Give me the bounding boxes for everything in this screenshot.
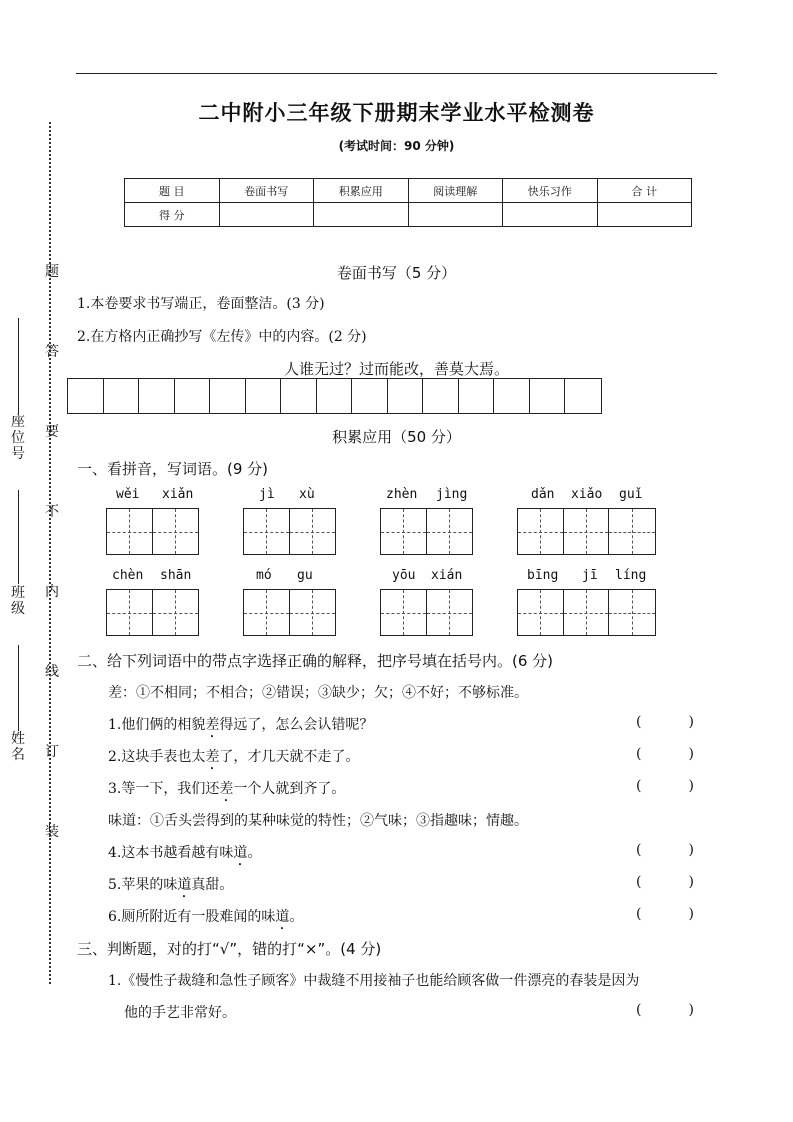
score-cell[interactable] <box>597 203 692 227</box>
judgement-item-1-line-2: 他的手艺非常好。 <box>124 1005 236 1021</box>
copy-sentence: 人谁无过？过而能改，善莫大焉。 <box>283 360 509 378</box>
exam-duration: (考试时间：90 分钟) <box>338 139 455 153</box>
question-3-heading: 三、判断题，对的打“√”，错的打“×”。(4 分) <box>77 940 382 958</box>
score-cell[interactable] <box>408 203 503 227</box>
judgement-item-1-line-1: 1.《慢性子裁缝和急性子顾客》中裁缝不用接袖子也能给顾客做一件漂亮的春装是因为 <box>108 973 640 989</box>
writing-cell[interactable] <box>518 509 564 554</box>
pinyin-syllable: yōu <box>392 568 416 583</box>
writing-grid[interactable] <box>106 508 199 555</box>
copy-cell[interactable] <box>352 379 388 413</box>
score-table <box>124 178 692 227</box>
pinyin-syllable: zhèn <box>386 487 418 502</box>
class-line[interactable] <box>18 490 19 584</box>
name-label: 姓名 <box>11 731 25 763</box>
score-header-cell: 快乐习作 <box>503 179 598 203</box>
writing-cell[interactable] <box>381 509 427 554</box>
writing-cell[interactable] <box>381 590 427 635</box>
copy-cell[interactable] <box>139 379 175 413</box>
dotted-char: 道 <box>233 845 248 861</box>
question-item: 6.厕所附近有一股难闻的味道。 <box>108 909 304 925</box>
writing-cell[interactable] <box>244 509 290 554</box>
dotted-char: 差 <box>205 749 220 765</box>
answer-parentheses[interactable]: ( ) <box>636 714 694 730</box>
cha-definition: 差：①不相同；不相合；②错误；③缺少；欠；④不好；不够标准。 <box>108 685 528 701</box>
writing-grid[interactable] <box>517 589 656 636</box>
question-item: 5.苹果的味道真甜。 <box>108 877 234 893</box>
writing-cell[interactable] <box>427 590 473 635</box>
writing-cell[interactable] <box>609 509 655 554</box>
pinyin-syllable: chèn <box>112 568 144 583</box>
score-header-cell: 阅读理解 <box>408 179 503 203</box>
score-header-cell: 题 目 <box>125 179 220 203</box>
writing-grid[interactable] <box>243 508 336 555</box>
copy-cell[interactable] <box>423 379 459 413</box>
pinyin-syllable: shān <box>160 568 192 583</box>
score-table-header-row <box>125 179 692 203</box>
writing-cell[interactable] <box>290 509 336 554</box>
copy-cell[interactable] <box>530 379 566 413</box>
pinyin-syllable: mó <box>256 568 272 583</box>
score-header-cell: 积累应用 <box>314 179 409 203</box>
handwriting-item-1: 1.本卷要求书写端正，卷面整洁。(3 分) <box>77 296 325 312</box>
score-row-label: 得 分 <box>125 203 220 227</box>
writing-cell[interactable] <box>107 590 153 635</box>
score-table-score-row <box>125 203 692 227</box>
copy-cell[interactable] <box>104 379 140 413</box>
writing-cell[interactable] <box>153 590 199 635</box>
copy-cell[interactable] <box>388 379 424 413</box>
writing-cell[interactable] <box>107 509 153 554</box>
writing-cell[interactable] <box>564 590 610 635</box>
seal-char: 线 <box>45 664 59 680</box>
answer-parentheses[interactable]: ( ) <box>636 746 694 762</box>
score-cell[interactable] <box>219 203 314 227</box>
score-cell[interactable] <box>503 203 598 227</box>
copy-cell[interactable] <box>317 379 353 413</box>
question-2-heading: 二、给下列词语中的带点字选择正确的解释，把序号填在括号内。(6 分) <box>77 652 554 670</box>
writing-cell[interactable] <box>518 590 564 635</box>
pinyin-syllable: jì <box>259 487 275 502</box>
writing-cell[interactable] <box>427 509 473 554</box>
copy-cell[interactable] <box>565 379 601 413</box>
seat-number-label: 座位号 <box>11 414 25 462</box>
answer-parentheses[interactable]: ( ) <box>636 874 694 890</box>
question-item: 2.这块手表也太差了，才几天就不走了。 <box>108 749 360 765</box>
seal-char: 内 <box>45 584 59 600</box>
pinyin-syllable: jìng <box>436 487 468 502</box>
copy-grid[interactable] <box>67 378 602 414</box>
pinyin-syllable: líng <box>615 568 647 583</box>
writing-grid[interactable] <box>380 589 473 636</box>
dotted-char: 道 <box>177 877 192 893</box>
pinyin-syllable: gu <box>297 568 313 583</box>
score-header-cell: 卷面书写 <box>219 179 314 203</box>
question-1-heading: 一、看拼音，写词语。(9 分) <box>77 460 269 478</box>
seal-char: 要 <box>45 424 59 440</box>
score-cell[interactable] <box>314 203 409 227</box>
writing-cell[interactable] <box>564 509 610 554</box>
exam-title: 二中附小三年级下册期末学业水平检测卷 <box>198 100 595 125</box>
name-line[interactable] <box>18 645 19 731</box>
dotted-char: 差 <box>205 717 220 733</box>
copy-cell[interactable] <box>246 379 282 413</box>
seal-char: 装 <box>45 824 59 840</box>
seal-char: 不 <box>45 504 59 520</box>
writing-grid[interactable] <box>380 508 473 555</box>
answer-parentheses[interactable]: ( ) <box>636 842 694 858</box>
dotted-char: 道 <box>275 909 290 925</box>
pinyin-syllable: jī <box>582 568 598 583</box>
dotted-char: 差 <box>219 781 234 797</box>
question-item: 1.他们俩的相貌差得远了，怎么会认错呢？ <box>108 717 374 733</box>
pinyin-syllable: guǐ <box>619 487 643 502</box>
pinyin-syllable: bīng <box>527 568 559 583</box>
writing-cell[interactable] <box>244 590 290 635</box>
handwriting-item-2: 2.在方格内正确抄写《左传》中的内容。(2 分) <box>77 329 367 345</box>
section-title-accumulation: 积累应用（50 分） <box>332 428 461 446</box>
pinyin-syllable: xián <box>431 568 463 583</box>
copy-cell[interactable] <box>459 379 495 413</box>
copy-cell[interactable] <box>210 379 246 413</box>
seal-char: 订 <box>45 744 59 760</box>
question-item: 3.等一下，我们还差一个人就到齐了。 <box>108 781 346 797</box>
pinyin-syllable: xiǎn <box>162 487 194 502</box>
class-label: 班级 <box>11 585 25 617</box>
answer-parentheses[interactable]: ( ) <box>636 778 694 794</box>
score-header-cell: 合 计 <box>597 179 692 203</box>
pinyin-syllable: xiǎo <box>571 487 603 502</box>
copy-cell[interactable] <box>175 379 211 413</box>
pinyin-syllable: xù <box>299 487 315 502</box>
answer-parentheses[interactable]: ( ) <box>636 906 694 922</box>
question-item: 4.这本书越看越有味道。 <box>108 845 262 861</box>
weidao-definition: 味道：①舌头尝得到的某种味觉的特性；②气味；③指趣味；情趣。 <box>108 813 528 829</box>
writing-grid[interactable] <box>517 508 656 555</box>
writing-grid[interactable] <box>243 589 336 636</box>
seal-char: 答 <box>45 344 59 360</box>
writing-cell[interactable] <box>290 590 336 635</box>
copy-cell[interactable] <box>68 379 104 413</box>
pinyin-syllable: dǎn <box>531 487 555 502</box>
writing-grid[interactable] <box>106 589 199 636</box>
pinyin-syllable: wěi <box>116 487 140 502</box>
section-title-handwriting: 卷面书写（5 分） <box>336 264 457 282</box>
seal-char: 题 <box>45 264 59 280</box>
copy-cell[interactable] <box>494 379 530 413</box>
copy-cell[interactable] <box>281 379 317 413</box>
top-rule <box>76 73 717 74</box>
writing-cell[interactable] <box>609 590 655 635</box>
writing-cell[interactable] <box>153 509 199 554</box>
answer-parentheses[interactable]: ( ) <box>636 1002 694 1018</box>
binding-dotted-line <box>49 122 51 984</box>
